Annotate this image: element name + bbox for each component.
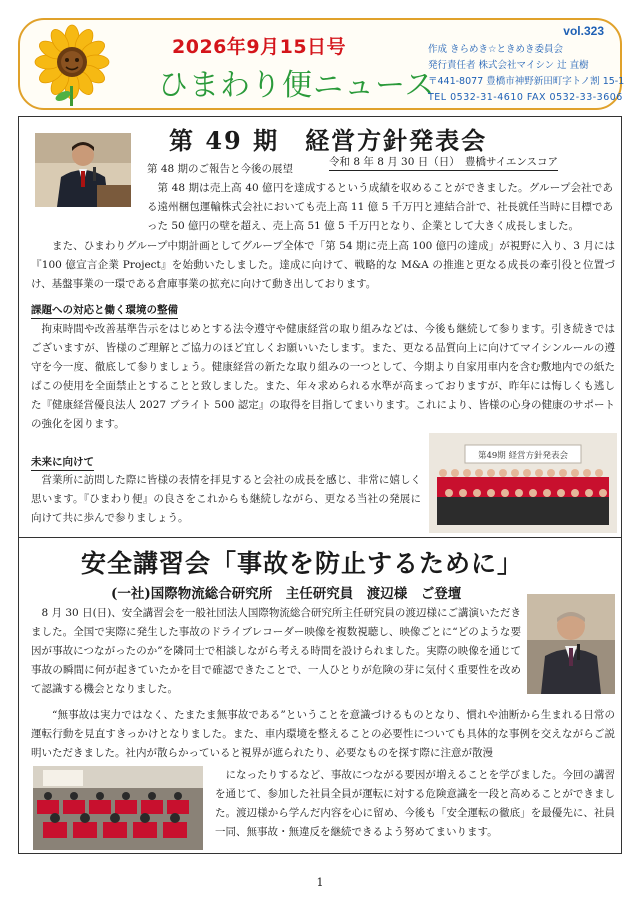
safety-seminar-article xyxy=(18,538,622,854)
article1-title: 第 49 期 経営方針発表会 xyxy=(169,126,488,155)
article1-paragraph-3: 拘束時間や改善基準告示をはじめとする法令遵守や健康経営の取り組みなどは、今後も継続して参ります。引き続きではございますが、皆様のご理解とご協力のほど宜しくお願いいたします。また、更なる品質向上に向けてマイシンルールの遵守を今一度、徹底して参りましょう。健康経営の新たな取り組みの一つとして、今期より自家用車内を含む敷地内での紙たばこの使用を全面禁止とすることと致しました。また、年々求められる水準が高まっておりますが、昨年には悔しくも逃した『健康経営優良法人 2027 ブライト 500 認定』の取得を目指してまいります。これにより、皆様の心身の健康のサポートの強化を図ります。 xyxy=(31,323,615,430)
article1-section-heading-issues: 課題への対応と働く環境の整備 xyxy=(31,303,178,319)
issue-date: 2026年9月15日号 xyxy=(172,36,347,58)
publisher-address: 〒441-8077 豊橋市神野新田町字トノ割 15-1 xyxy=(428,76,625,87)
page-number: 1 xyxy=(316,876,324,889)
article2-paragraph-3: になったりするなど、事故につながる要因が増えることを学びました。今回の講習を通じて、参加した社員全員が運転に対する危険意識を一段と高めることができました。渡辺様から学んだ内容を心に留め、今後も「安全運転の徹底」を最優先に、社員一同、無事故・無違反を継続できるよう努めてまいります。 xyxy=(215,769,615,838)
publisher-phone: TEL 0532-31-4610 FAX 0532-33-3606 xyxy=(428,92,623,103)
article2-subtitle: (一社)国際物流総合研究所 主任研究員 渡辺様 ご登壇 xyxy=(111,586,462,602)
newsletter-title: ひまわり便ニュース xyxy=(158,68,436,103)
sunflower-logo-icon xyxy=(30,24,114,108)
article1-paragraph-1: 第 48 期は売上高 40 億円を達成するという成績を収めることができました。グループ会社である遠州梱包運輸株式会社においても売上高 11 億 5 千万円と連結合計で、社長就任当時に目標であった 50 億円の壁を超え、売上高 51 億 5 千万円となり、企業として大きく成長しました。 xyxy=(147,182,613,232)
publisher-committee: 作成 きらめき☆ときめき委員会 xyxy=(428,44,564,55)
seminar-audience-photo xyxy=(33,766,203,850)
article2-title: 安全講習会「事故を防止するために」 xyxy=(81,549,524,578)
article1-subheading: 第 48 期のご報告と今後の展望 xyxy=(147,163,294,175)
banner-text: 第49期 経営方針発表会 xyxy=(477,451,569,461)
publisher-responsible: 発行責任者 株式会社マイシン 辻 直樹 xyxy=(428,60,589,71)
newsletter-header xyxy=(18,18,625,110)
lecturer-photo xyxy=(527,594,615,694)
publisher-info xyxy=(428,42,628,106)
volume-number: vol.323 xyxy=(563,24,604,38)
article2-paragraph-1: 8 月 30 日(日)、安全講習会を一般社団法人国際物流総合研究所主任研究員の渡辺様にご講演いただきました。全国で実際に発生した事故のドライブレコーダー映像を複数視聴し、映像ごとに“どのような要因が事故につながったのか”を隣同士で相談しながら考える時間を設けられました。実際の映像を通じて事故の瞬間に何が起きていたかを目で確認できたことで、一人ひとりが危険の芽に気付く重要性を改めて認識する機会となりました。 xyxy=(31,607,521,695)
article1-date-venue: 令和 8 年 8 月 30 日（日） 豊橋サイエンスコア xyxy=(329,154,558,171)
group-photo xyxy=(429,433,617,533)
article1-section-heading-future: 未来に向けて xyxy=(31,455,94,471)
policy-meeting-article xyxy=(18,116,622,538)
article2-paragraph-2: “無事故は実力ではなく、たまたま無事故である”ということを意識づけるものとなり、慣れや油断から生まれる日常の運転行動を見直すきっかけとなりました。また、車内環境を整えることの必要性についても具体的な事例を交えながらご説明いただきました。社内が散らかっていると視界が遮られたり、必要なものを探す際に注意が散漫 xyxy=(31,709,615,759)
article1-paragraph-4: 営業所に訪問した際に皆様の表情を拝見すると会社の成長を感じ、非常に嬉しく思います。『ひまわり便』の良さをこれからも継続しながら、更なる当社の発展に向けて共に歩んで参りましょう。 xyxy=(31,474,421,524)
article1-paragraph-2: また、ひまわりグループ中期計画としてグループ全体で「第 54 期に売上高 100 億円の達成」が視野に入り、3 月には『100 億宣言企業 Project』を始動いたしました。達成に向けて、戦略的な M&A の推進と更なる成長の牽引役と位置づけ、基盤事業の一環である倉庫事業の拡充に向けて動き出しております。 xyxy=(31,240,615,290)
president-speech-photo xyxy=(35,133,131,207)
